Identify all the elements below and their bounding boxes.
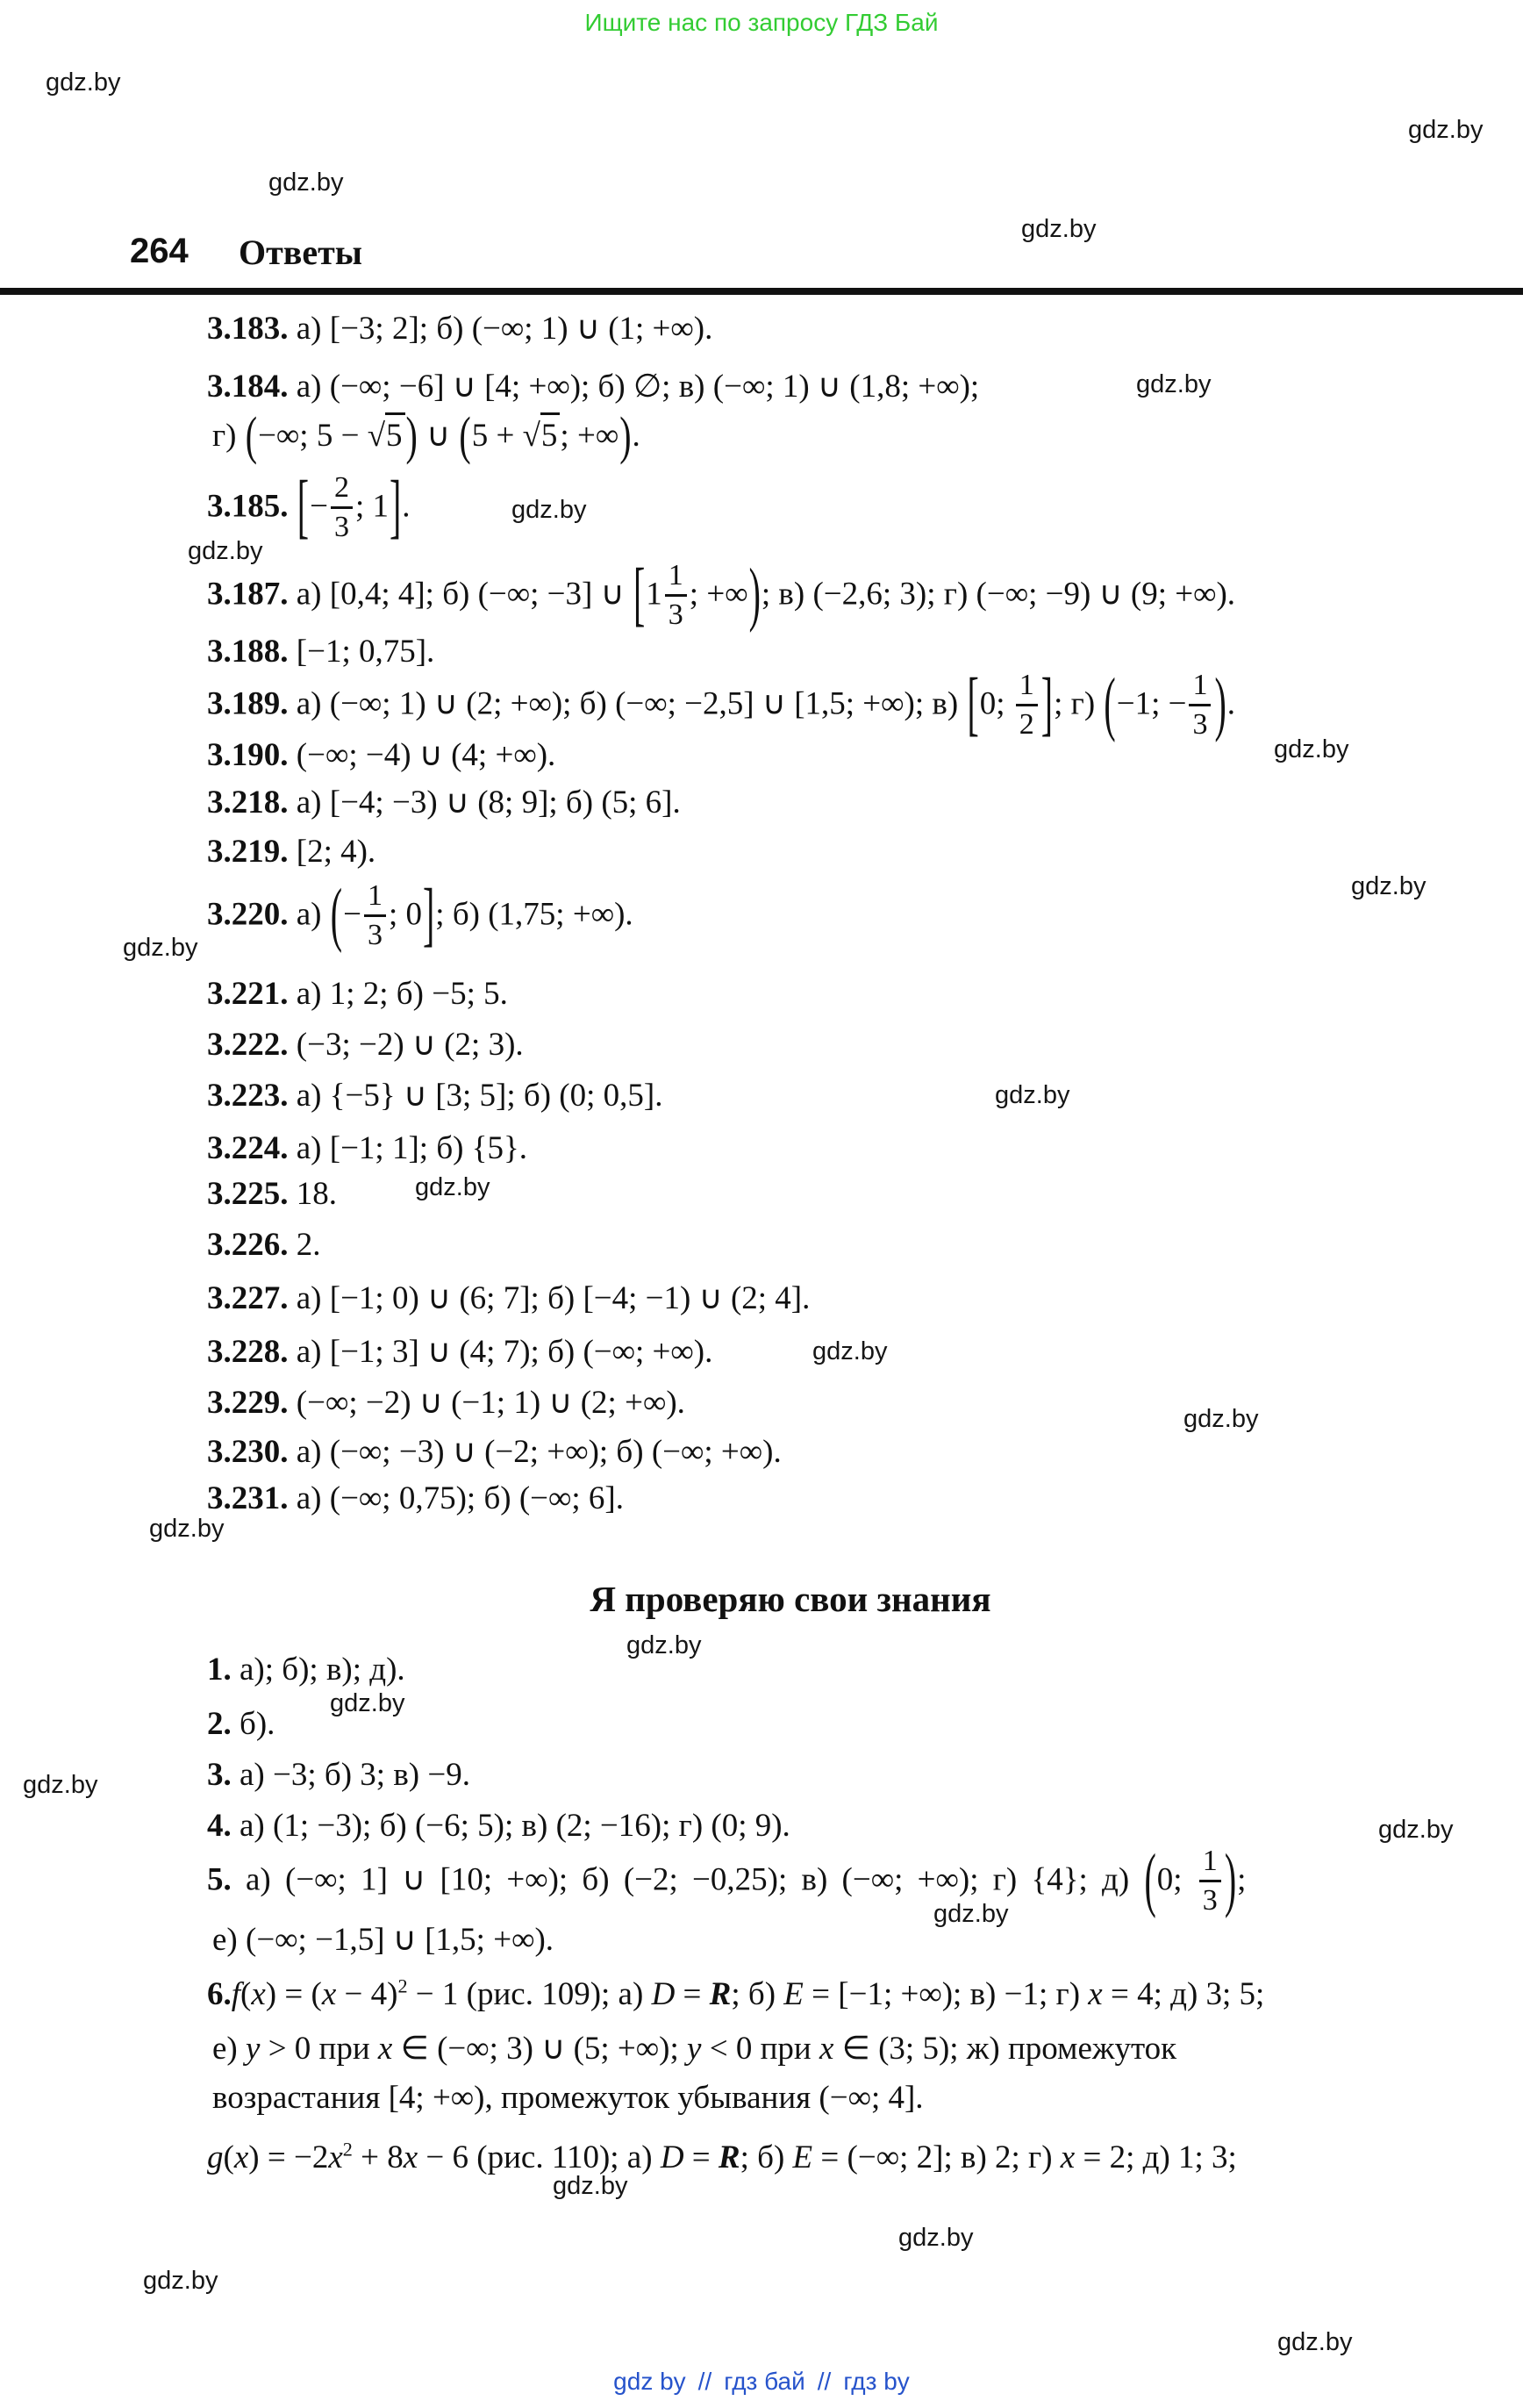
watermark: gdz.by — [933, 1900, 1009, 1928]
check-line-5: 5. а) (−∞; 1] ∪ [10; +∞); б) (−2; −0,25); в) (−∞; +∞); г) {4}; д) (0; $\frac{1}{3}$ ); — [207, 1838, 1247, 1920]
footer-separator: // — [697, 2368, 712, 2395]
watermark: gdz.by — [1277, 2328, 1353, 2356]
answer-line-3-218: 3.218. а) [−4; −3) ∪ (8; 9]; б) (5; 6]. — [207, 785, 681, 821]
check-line-6-g: $g(x) = -2x^2 + 8x - 6$ (рис. 110); а) D = R; б) E = (−∞; 2]; в) 2; г) x = 2; д) 1; 3; — [207, 2138, 1237, 2175]
watermark: gdz.by — [553, 2172, 628, 2200]
watermark: gdz.by — [149, 1515, 225, 1543]
answer-line-3-221: 3.221. а) 1; 2; б) −5; 5. — [207, 976, 508, 1012]
check-line-5-e: е) (−∞; −1,5] ∪ [1,5; +∞). — [212, 1922, 554, 1958]
check-line-4: 4. а) (1; −3); б) (−6; 5); в) (2; −16); г) (0; 9). — [207, 1808, 790, 1844]
watermark: gdz.by — [812, 1337, 888, 1365]
watermark: gdz.by — [1378, 1816, 1454, 1844]
answer-line-3-230: 3.230. а) (−∞; −3) ∪ (−2; +∞); б) (−∞; +∞). — [207, 1434, 782, 1470]
watermark: gdz.by — [626, 1631, 702, 1659]
header-divider — [0, 288, 1523, 295]
watermark: gdz.by — [143, 2267, 218, 2295]
answer-line-3-185: 3.185. [− $\frac{2}{3}$ ; 1]. — [207, 465, 411, 547]
watermark: gdz.by — [1021, 215, 1097, 243]
watermark: gdz.by — [1351, 872, 1426, 900]
section-heading: Я проверяю свои знания — [590, 1579, 991, 1619]
answer-line-3-220: 3.220. а) (− $\frac{1}{3}$ ; 0]; б) (1,75; +∞). — [207, 873, 633, 955]
check-line-6-zh: возрастания [4; +∞), промежуток убывания (−∞; 4]. — [212, 2080, 924, 2116]
promo-banner-text: Ищите нас по запросу ГДЗ Бай — [584, 9, 939, 36]
footer-separator: // — [817, 2368, 832, 2395]
watermark: gdz.by — [511, 496, 587, 524]
watermark: gdz.by — [23, 1771, 98, 1799]
answer-line-3-225: 3.225. 18. — [207, 1176, 337, 1212]
watermark: gdz.by — [46, 68, 121, 97]
check-line-2: 2. б). — [207, 1706, 275, 1742]
check-line-3: 3. а) −3; б) 3; в) −9. — [207, 1757, 470, 1793]
watermark: gdz.by — [898, 2224, 974, 2252]
check-line-6: $6.f(x) = (x - 4)^2 - 1$ (рис. 109); а) D = R; б) E = [−1; +∞); в) −1; г) x = 4; д) 3; 5; — [207, 1974, 1265, 2012]
watermark: gdz.by — [188, 537, 263, 565]
answer-line-3-231: 3.231. а) (−∞; 0,75); б) (−∞; 6]. — [207, 1480, 625, 1516]
footer-link-gdz-bai[interactable]: гдз бай — [724, 2368, 805, 2395]
answer-line-3-189: 3.189. а) (−∞; 1) ∪ (2; +∞); б) (−∞; −2,5] ∪ [1,5; +∞); в) [0; $\frac{1}{2}$ ]; г) (−1; − $\frac{1}{3}$ ). — [207, 663, 1236, 744]
answer-line-3-224: 3.224. а) [−1; 1]; б) {5}. — [207, 1130, 527, 1166]
watermark: gdz.by — [1408, 116, 1484, 144]
watermark: gdz.by — [1136, 370, 1212, 398]
answer-line-3-227: 3.227. а) [−1; 0) ∪ (6; 7]; б) [−4; −1) ∪ (2; 4]. — [207, 1280, 811, 1316]
watermark: gdz.by — [415, 1173, 490, 1201]
watermark: gdz.by — [995, 1081, 1070, 1109]
watermark: gdz.by — [1183, 1405, 1259, 1433]
watermark: gdz.by — [330, 1689, 405, 1717]
page-number: 264 — [130, 232, 189, 270]
footer-link-gdz-by[interactable]: gdz by — [613, 2368, 686, 2395]
page-title: Ответы — [239, 233, 362, 272]
watermark: gdz.by — [268, 168, 344, 197]
check-line-1: 1. а); б); в); д). — [207, 1652, 405, 1688]
answer-line-3-183: 3.183. а) [−3; 2]; б) (−∞; 1) ∪ (1; +∞). — [207, 311, 713, 347]
answer-line-3-222: 3.222. (−3; −2) ∪ (2; 3). — [207, 1027, 524, 1063]
answer-line-3-184: 3.184. а) (−∞; −6] ∪ [4; +∞); б) ∅; в) (−∞; 1) ∪ (1,8; +∞); — [207, 369, 980, 405]
check-line-6-e: е) y > 0 при x ∈ (−∞; 3) ∪ (5; +∞); y < 0 при x ∈ (3; 5); ж) промежуток — [212, 2031, 1177, 2067]
answer-line-3-229: 3.229. (−∞; −2) ∪ (−1; 1) ∪ (2; +∞). — [207, 1385, 685, 1421]
answer-line-3-226: 3.226. 2. — [207, 1227, 321, 1263]
watermark: gdz.by — [1274, 735, 1349, 763]
watermark: gdz.by — [123, 934, 198, 962]
answer-line-3-188: 3.188. [−1; 0,75]. — [207, 634, 435, 670]
answer-line-3-228: 3.228. а) [−1; 3] ∪ (4; 7); б) (−∞; +∞). — [207, 1334, 713, 1370]
answer-line-3-184-g: г) (−∞; 5 − √5 ) ∪ (5 + √5; +∞). — [212, 405, 640, 465]
answer-line-3-190: 3.190. (−∞; −4) ∪ (4; +∞). — [207, 737, 556, 773]
footer-links — [0, 2368, 1523, 2396]
answer-line-3-223: 3.223. а) {−5} ∪ [3; 5]; б) (0; 0,5]. — [207, 1078, 663, 1114]
answer-line-3-219: 3.219. [2; 4). — [207, 834, 376, 870]
answer-line-3-187: 3.187. а) [0,4; 4]; б) (−∞; −3] ∪ [1 $\frac{1}{3}$ ; +∞); в) (−2,6; 3); г) (−∞; −9) ∪ (9; +∞). — [207, 553, 1236, 634]
footer-link-gdz-by-ru[interactable]: гдз by — [843, 2368, 910, 2395]
